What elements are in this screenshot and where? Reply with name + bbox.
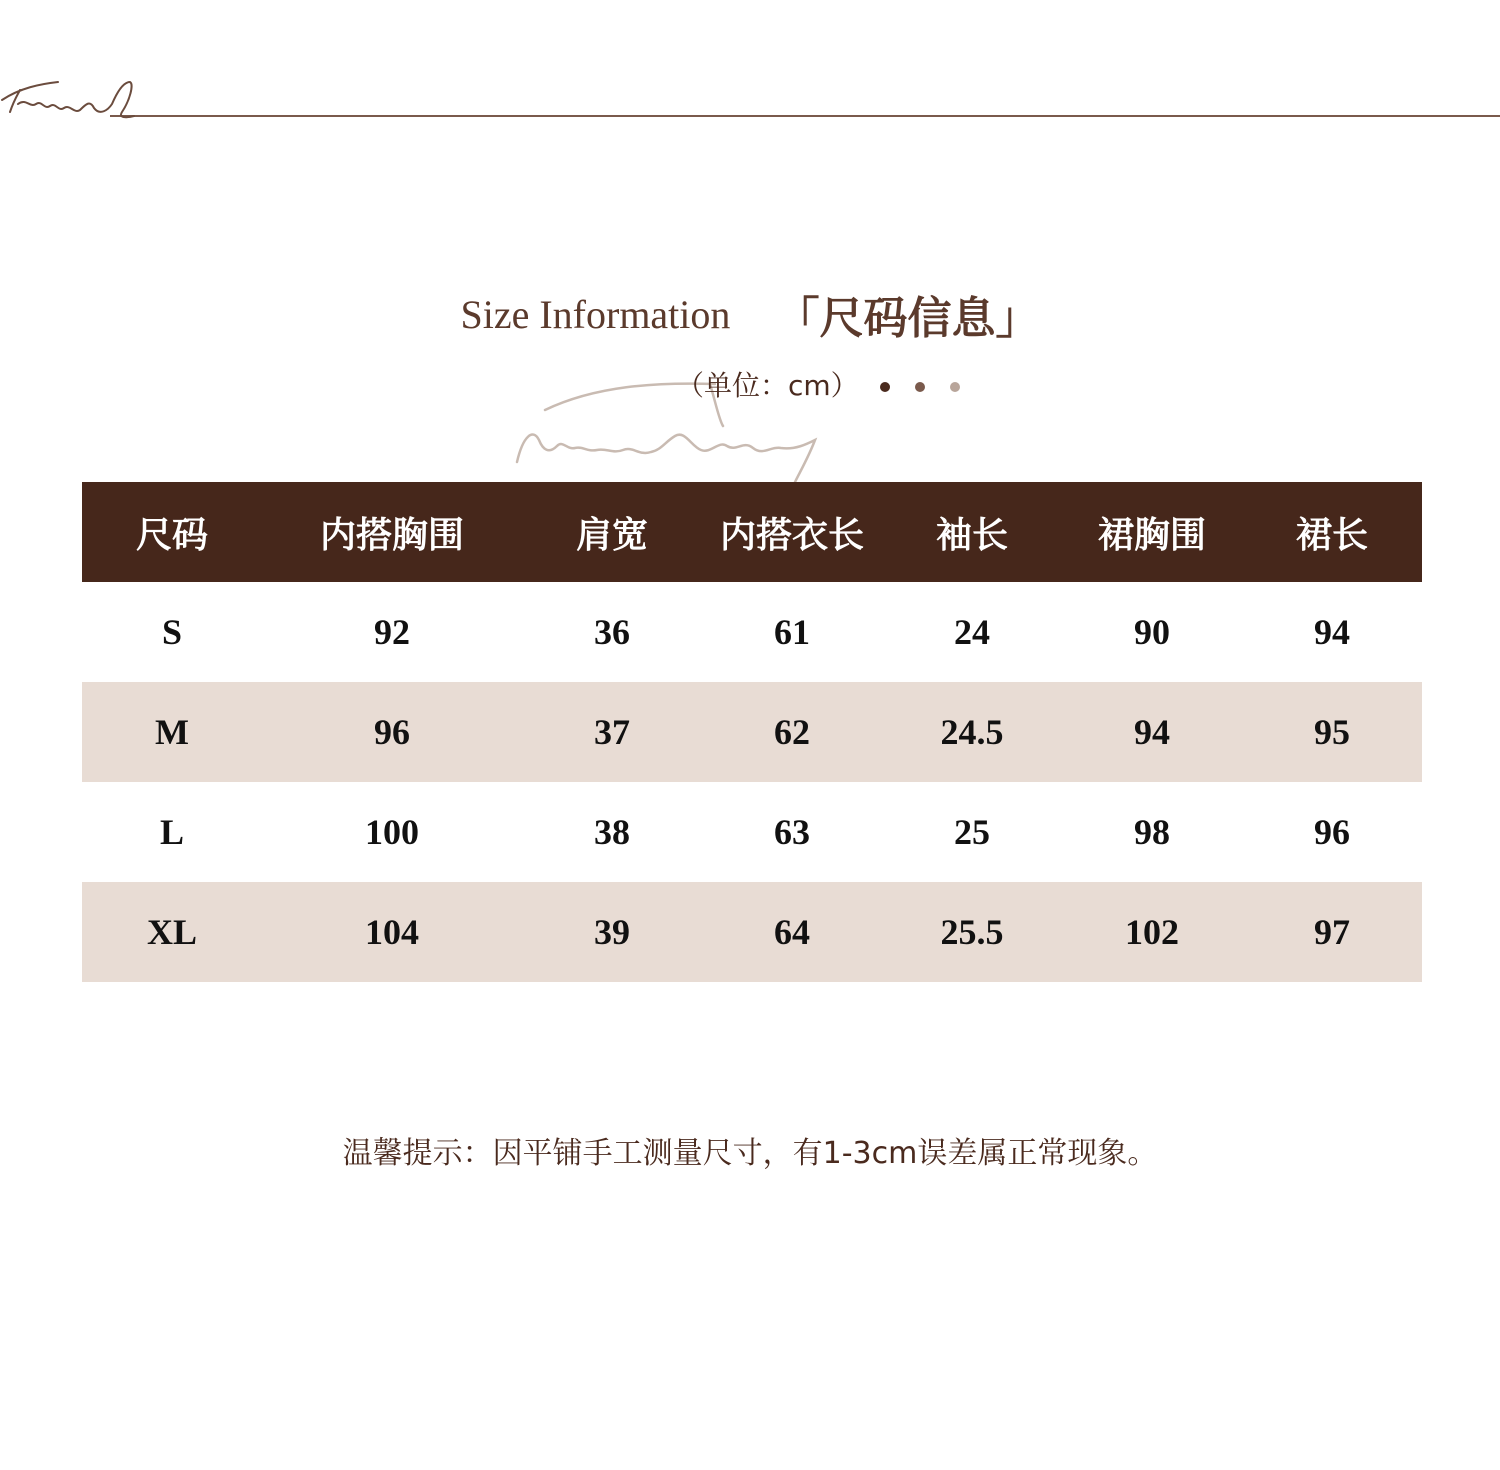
table-cell: 24.5	[882, 682, 1062, 782]
table-cell: 94	[1062, 682, 1242, 782]
header-dress-bust: 裙胸围	[1062, 482, 1242, 582]
table-cell: L	[159, 812, 184, 852]
table-cell: 38	[594, 812, 630, 852]
unit-label: （单位：cm）	[676, 369, 859, 402]
table-cell: 63	[774, 812, 810, 852]
table-cell: 24	[954, 612, 990, 652]
header-inner-length: 内搭衣长	[702, 482, 882, 582]
three-dots-icon	[878, 379, 968, 395]
table-cell: 25	[954, 812, 990, 852]
table-row	[82, 782, 1422, 882]
header-inner-bust: 内搭胸围	[262, 482, 522, 582]
table-cell: 95	[1242, 682, 1422, 782]
table-cell: 62	[702, 682, 882, 782]
title-english: Size Information	[460, 291, 731, 337]
table-cell: 90	[1134, 612, 1170, 652]
table-row	[82, 582, 1422, 682]
table-cell: 104	[262, 882, 522, 982]
table-cell: 96	[262, 682, 522, 782]
table-row	[82, 682, 1422, 782]
header-shoulder: 肩宽	[522, 482, 702, 582]
table-cell: 102	[1062, 882, 1242, 982]
header-size: 尺码	[82, 482, 262, 582]
header-sleeve: 袖长	[882, 482, 1062, 582]
table-cell: 92	[374, 612, 410, 652]
top-signature-icon	[0, 60, 1500, 140]
table-cell: 36	[594, 612, 630, 652]
table-cell: 61	[774, 612, 810, 652]
table-cell: 100	[365, 812, 419, 852]
title-chinese: 「尺码信息」	[775, 293, 1040, 344]
header-dress-length: 裙长	[1242, 482, 1422, 582]
title-row	[0, 282, 1500, 346]
table-cell: 96	[1314, 812, 1350, 852]
table-cell: S	[161, 612, 183, 652]
table-cell: 64	[702, 882, 882, 982]
size-table	[82, 482, 1422, 982]
table-header-row	[82, 482, 1422, 582]
table-cell: M	[82, 682, 262, 782]
table-cell: 37	[522, 682, 702, 782]
table-cell: 97	[1242, 882, 1422, 982]
table-cell: XL	[82, 882, 262, 982]
table-cell: 39	[522, 882, 702, 982]
table-row	[82, 882, 1422, 982]
measurement-tip: 温馨提示：因平铺手工测量尺寸，有1-3cm误差属正常现象。	[342, 1136, 1158, 1171]
table-cell: 94	[1314, 612, 1350, 652]
table-cell: 98	[1134, 812, 1170, 852]
table-cell: 25.5	[882, 882, 1062, 982]
